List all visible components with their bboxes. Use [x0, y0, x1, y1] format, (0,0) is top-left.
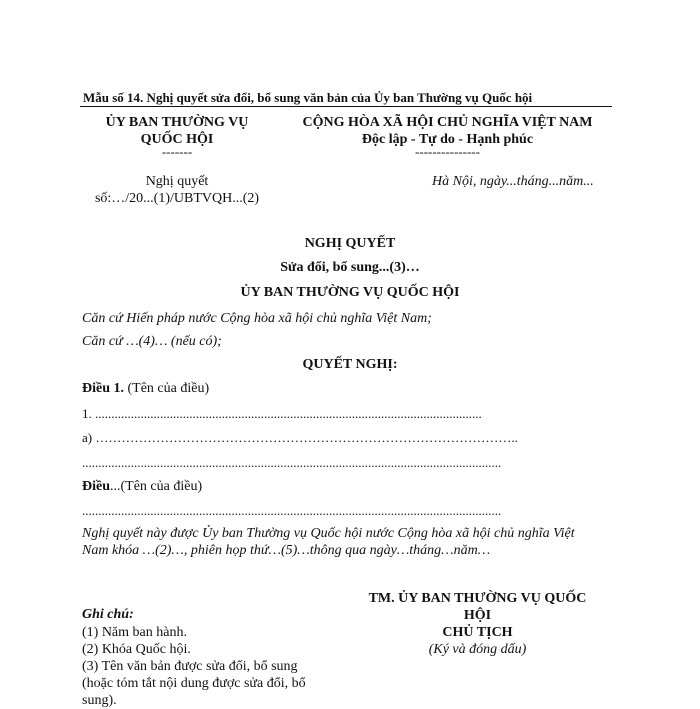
article-1 — [82, 381, 209, 397]
article-1-name: (Tên của điều) — [124, 381, 210, 396]
note-item-4: (hoặc tóm tắt nội dung được sửa đổi, bổ — [82, 676, 306, 691]
note-item-5: sung). — [82, 693, 117, 708]
closing-line-1: Nghị quyết này được Ủy ban Thường vụ Quốc hội nước Cộng hòa xã hội chủ nghĩa Việt — [82, 526, 575, 541]
legal-basis-1: Căn cứ Hiến pháp nước Cộng hòa xã hội chủ nghĩa Việt Nam; — [82, 311, 432, 326]
closing-line-2: Nam khóa …(2)…, phiên họp thứ…(5)…thông qua ngày…tháng…năm… — [82, 543, 491, 558]
article-n-label: Điều — [82, 479, 110, 494]
signature-title-line1: TM. ỦY BAN THƯỜNG VỤ QUỐC — [368, 591, 587, 606]
signature-instruction: (Ký và đóng dấu) — [428, 642, 527, 657]
document-number: số:…/20...(1)/UBTVQH...(2) — [94, 191, 260, 206]
notes-heading: Ghi chú: — [82, 607, 134, 622]
decision-heading: QUYẾT NGHỊ: — [302, 357, 398, 372]
document-subtitle: Sửa đổi, bổ sung...(3)… — [280, 260, 420, 275]
issuer-header-line2: QUỐC HỘI — [140, 132, 214, 147]
dotted-line-2: ................................................................................................................................. — [82, 503, 502, 518]
document-type-label: Nghị quyết — [145, 174, 209, 189]
document-title: NGHỊ QUYẾT — [304, 236, 396, 251]
point-a-line: a) …………………………………………………………………………………….. — [82, 430, 518, 445]
form-title: Mẫu số 14. Nghị quyết sửa đổi, bổ sung văn bản của Ủy ban Thường vụ Quốc hội — [83, 90, 533, 105]
legal-basis-2: Căn cứ …(4)… (nếu có); — [82, 334, 222, 349]
place-date: Hà Nội, ngày...tháng...năm... — [432, 174, 594, 189]
national-motto-dash: --------------- — [415, 144, 480, 159]
article-n — [82, 479, 202, 495]
issuer-name: ỦY BAN THƯỜNG VỤ QUỐC HỘI — [240, 285, 460, 300]
form-title-underline — [80, 106, 612, 107]
signature-position: CHỦ TỊCH — [442, 625, 513, 640]
issuer-header-line1: ỦY BAN THƯỜNG VỤ — [105, 115, 249, 130]
national-motto: Độc lập - Tự do - Hạnh phúc — [361, 132, 534, 147]
article-1-label: Điều 1. — [82, 381, 124, 396]
clause-1-line: 1. ....................................................................................................................... — [82, 406, 482, 421]
dotted-line-1: ................................................................................................................................. — [82, 455, 502, 470]
national-title: CỘNG HÒA XÃ HỘI CHỦ NGHĨA VIỆT NAM — [302, 115, 593, 130]
signature-title-line2: HỘI — [463, 608, 492, 623]
article-n-name: ...(Tên của điều) — [110, 479, 203, 494]
note-item-3: (3) Tên văn bản được sửa đổi, bổ sung — [82, 659, 298, 674]
issuer-header-dash: ------- — [161, 144, 193, 159]
note-item-2: (2) Khóa Quốc hội. — [82, 642, 191, 657]
note-item-1: (1) Năm ban hành. — [82, 625, 187, 640]
